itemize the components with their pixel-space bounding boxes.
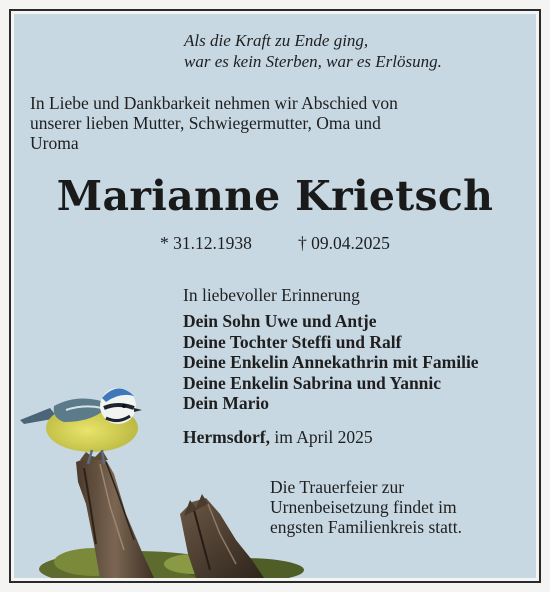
family-member: Dein Mario (183, 393, 270, 413)
bird-on-stump-illustration (14, 364, 314, 578)
poem-line-1: Als die Kraft zu Ende ging, (184, 31, 369, 50)
place-month: im April 2025 (270, 427, 373, 447)
remembrance-heading: In liebevoller Erinnerung (183, 285, 360, 305)
moss-shape (39, 548, 304, 578)
ceremony-line-2: Urnenbeisetzung findet im (270, 497, 457, 517)
deceased-name: Marianne Krietsch (56, 172, 494, 220)
family-member: Deine Enkelin Annekathrin mit Familie (183, 352, 479, 372)
place-town: Hermsdorf, (183, 427, 270, 447)
family-member: Deine Tochter Steffi und Ralf (183, 331, 402, 352)
family-member: Dein Sohn Uwe und Antje (183, 311, 377, 331)
ceremony-line-1: Die Trauerfeier zur (270, 477, 405, 497)
intro-line-1: In Liebe und Dankbarkeit nehmen wir Abschied von (30, 93, 398, 113)
blue-tit-bird (20, 388, 142, 464)
family-member: Deine Enkelin Sabrina und Yannic (183, 372, 442, 393)
birth-date: * 31.12.1938 (160, 233, 252, 253)
ceremony-line-3: engsten Familienkreis statt. (270, 517, 462, 537)
poem-line-2: war es kein Sterben, war es Erlösung. (184, 52, 442, 71)
intro-line-2: unserer lieben Mutter, Schwiegermutter, Oma und (30, 113, 381, 133)
obituary-panel (14, 14, 536, 578)
poem-quote (184, 30, 442, 72)
broken-stump (180, 494, 264, 578)
intro-line-3: Uroma (30, 133, 79, 153)
death-date: † 09.04.2025 (298, 233, 390, 253)
intro-text (30, 93, 500, 153)
